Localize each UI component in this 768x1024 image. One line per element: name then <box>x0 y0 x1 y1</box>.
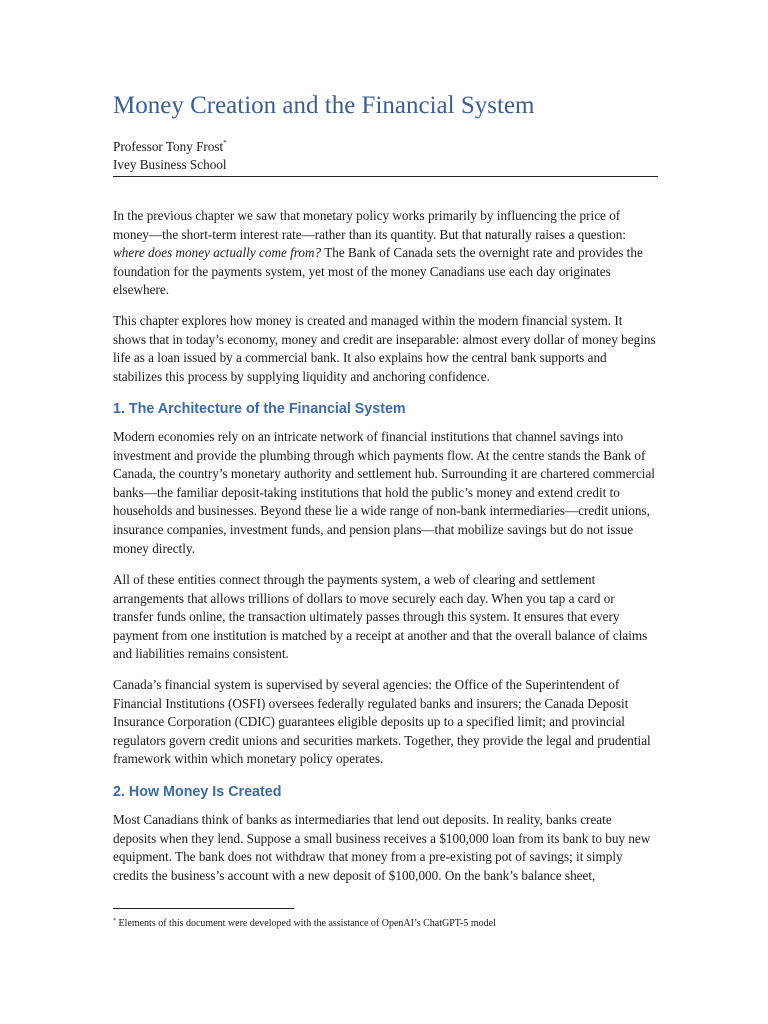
section-1-paragraph-3: Canada’s financial system is supervised by several agencies: the Office of the Superintendent of Financial Institutions (OSFI) oversees federally regulated banks and insurers; the Canada Deposit Insurance Corporation (CDIC) guarantees eligible deposits up to a specified limit; and provincial regulators govern credit unions and securities markets. Together, they provide the legal and prudential framework within which monetary policy operates. <box>113 677 651 767</box>
author-name: Professor Tony Frost <box>113 139 224 154</box>
footnote-marker: * <box>113 918 116 924</box>
section-2-paragraph-1: Most Canadians think of banks as intermediaries that lend out deposits. In reality, banks create deposits when they lend. Suppose a small business receives a $100,000 loan from its bank to buy new equipment. The bank does not withdraw that money from a pre-existing pot of savings; it simply credits the business’s account with a new deposit of $100,000. On the bank’s balance sheet, <box>113 812 651 883</box>
document-title: Money Creation and the Financial System <box>113 92 535 119</box>
section-1-paragraph-1: Modern economies rely on an intricate network of financial institutions that channel savings into investment and provide the plumbing through which payments flow. At the centre stands the Bank of Canada, the country’s monetary authority and settlement hub. Surrounding it are chartered commercial banks—the familiar deposit-taking institutions that hold the public’s money and extend credit to households and businesses. Beyond these lie a wide range of non-bank intermediaries—credit unions, insurance companies, investment funds, and pension plans—that mobilize savings but do not issue money directly. <box>113 429 655 556</box>
footnote-divider <box>113 908 294 909</box>
section-1-heading: 1. The Architecture of the Financial System <box>113 401 406 417</box>
affiliation: Ivey Business School <box>113 157 227 172</box>
intro-p1-text-end: The Bank of Canada sets the overnight rate and provides the foundation for the payments system, yet most of the money Canadians use each day originates elsewhere. <box>113 245 643 298</box>
footnote-text: Elements of this document were developed with the assistance of OpenAI’s ChatGPT-5 model <box>116 918 496 929</box>
section-2-heading: 2. How Money Is Created <box>113 784 282 800</box>
title-divider <box>113 176 658 177</box>
intro-paragraph-1 <box>113 207 658 300</box>
author-line <box>113 138 227 156</box>
intro-p1-italic-question: where does money actually come from? <box>113 245 322 261</box>
footnote <box>113 918 496 929</box>
section-1-paragraph-2: All of these entities connect through the payments system, a web of clearing and settlement arrangements that allows trillions of dollars to move securely each day. When you tap a card or transfer funds online, the transaction ultimately passes through this system. It ensures that every payment from one institution is matched by a receipt at another and that the overall balance of claims and liabilities remains consistent. <box>113 572 648 662</box>
author-block <box>113 138 227 174</box>
intro-p1-text: In the previous chapter we saw that monetary policy works primarily by influencing the price of money—the short-term interest rate—rather than its quantity. But that naturally raises a question: <box>113 208 626 242</box>
intro-paragraph-2: This chapter explores how money is created and managed within the modern financial system. It shows that in today’s economy, money and credit are inseparable: almost every dollar of money begins life as a loan issued by a commercial bank. It also explains how the central bank supports and stabilizes this process by supplying liquidity and anchoring confidence. <box>113 313 656 384</box>
author-footnote-marker[interactable]: * <box>223 139 227 147</box>
